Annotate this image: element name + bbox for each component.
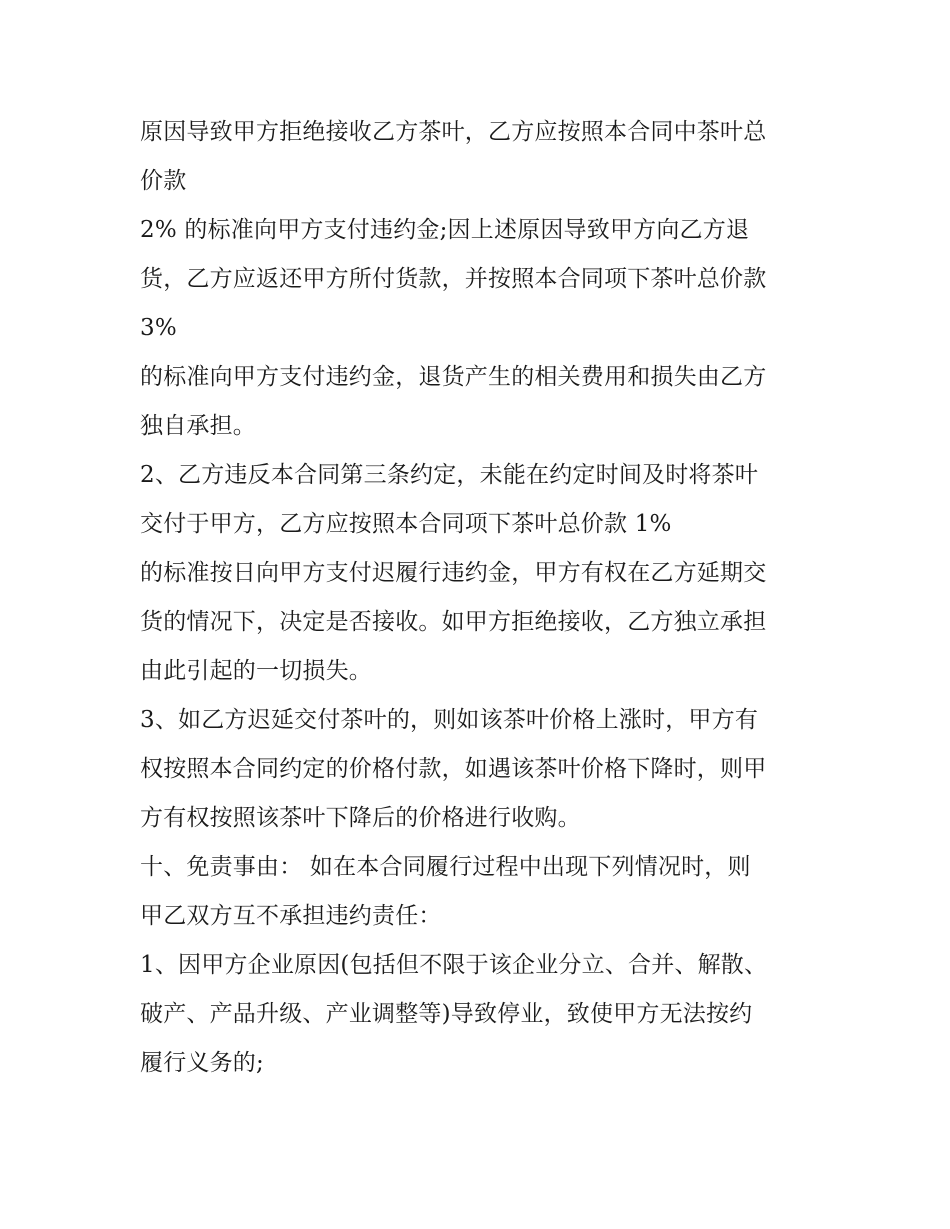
text-line: 3、如乙方迟延交付茶叶的，则如该茶叶价格上涨时，甲方有 <box>140 707 759 733</box>
text-line: 十、免责事由： 如在本合同履行过程中出现下列情况时，则 <box>140 854 751 880</box>
text-line: 的标准按日向甲方支付迟履行违约金，甲方有权在乙方延期交 <box>140 560 767 586</box>
text-line: 货，乙方应返还甲方所付货款，并按照本合同项下茶叶总价款 <box>140 266 767 292</box>
text-line: 甲乙双方互不承担违约责任： <box>140 903 442 929</box>
text-line: 独自承担。 <box>140 413 256 439</box>
text-line: 货的情况下，决定是否接收。如甲方拒绝接收，乙方独立承担 <box>140 609 767 635</box>
text-line: 的标准向甲方支付违约金，退货产生的相关费用和损失由乙方 <box>140 364 767 390</box>
text-line: 1、因甲方企业原因(包括但不限于该企业分立、合并、解散、 <box>140 952 768 978</box>
text-line: 原因导致甲方拒绝接收乙方茶叶，乙方应按照本合同中茶叶总 <box>140 119 767 145</box>
text-line: 方有权按照该茶叶下降后的价格进行收购。 <box>140 805 581 831</box>
text-line: 由此引起的一切损失。 <box>140 658 372 684</box>
text-line: 3% <box>140 315 177 341</box>
contract-text-body <box>140 108 830 1088</box>
text-line: 价款 <box>140 168 187 194</box>
text-line: 破产、产品升级、产业调整等)导致停业，致使甲方无法按约 <box>140 1001 753 1027</box>
text-line: 2、乙方违反本合同第三条约定，未能在约定时间及时将茶叶 <box>140 462 759 488</box>
text-line: 履行义务的; <box>140 1050 264 1076</box>
text-line: 权按照本合同约定的价格付款，如遇该茶叶价格下降时，则甲 <box>140 756 767 782</box>
text-line: 2% 的标准向甲方支付违约金;因上述原因导致甲方向乙方退 <box>140 217 750 243</box>
text-line: 交付于甲方，乙方应按照本合同项下茶叶总价款 1% <box>140 511 672 537</box>
